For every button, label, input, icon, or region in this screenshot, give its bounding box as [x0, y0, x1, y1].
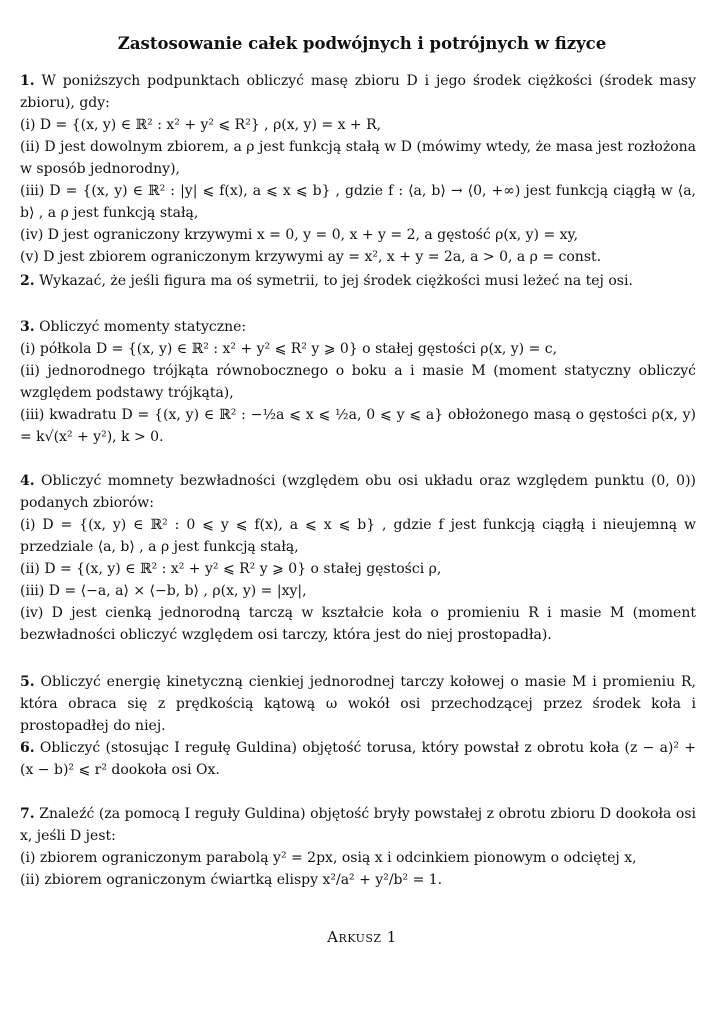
problem-text: Wykazać, że jeśli figura ma oś symetrii, to jej środek ciężkości musi leżeć na tej osi.	[39, 273, 633, 289]
problem-7-intro	[20, 803, 696, 847]
problem-text: Obliczyć momnety bezwładności (względem obu osi układu oraz względem punktu (0, 0)) podanych zbiorów:	[20, 473, 696, 511]
problem-4-item-ii: (ii) D = {(x, y) ∈ ℝ² : x² + y² ⩽ R² y ⩾ 0} o stałej gęstości ρ,	[20, 561, 442, 577]
problem-number: 6.	[20, 740, 35, 756]
problem-3	[20, 316, 696, 448]
problem-text: Znaleźć (za pomocą I reguły Guldina) objętość bryły powstałej z obrotu zbioru D dookoła osi x, jeśli D jest:	[20, 806, 697, 844]
problem-1-item-iv: (iv) D jest ograniczony krzywymi x = 0, y = 0, x + y = 2, a gęstość ρ(x, y) = xy,	[20, 227, 579, 243]
problem-7-item-i: (i) zbiorem ograniczonym parabolą y² = 2px, osią x i odcinkiem pionowym o odciętej x,	[20, 850, 637, 866]
sheet-footer: Arkusz 1	[327, 928, 397, 946]
problem-3-item-iii: (iii) kwadratu D = {(x, y) ∈ ℝ² : −½a ⩽ x ⩽ ½a, 0 ⩽ y ⩽ a} obłożonego masą o gęstości ρ(x, y) = k√(x² + y²), k > 0.	[20, 407, 696, 445]
problem-number: 5.	[20, 674, 35, 690]
problem-number: 7.	[20, 806, 35, 822]
problem-4	[20, 470, 696, 646]
problem-4-intro	[20, 470, 696, 514]
problem-number: 4.	[20, 473, 35, 489]
problem-6	[20, 737, 696, 781]
problem-3-item-i: (i) półkola D = {(x, y) ∈ ℝ² : x² + y² ⩽ R² y ⩾ 0} o stałej gęstości ρ(x, y) = c,	[20, 341, 558, 357]
problem-7-item-ii: (ii) zbiorem ograniczonym ćwiartką elispy x²/a² + y²/b² = 1.	[20, 872, 443, 888]
problem-6-text	[20, 737, 696, 781]
problem-2	[20, 270, 696, 292]
problem-4-item-i: (i) D = {(x, y) ∈ ℝ² : 0 ⩽ y ⩽ f(x), a ⩽ x ⩽ b} , gdzie f jest funkcją ciągłą i nieujemną w przedziale ⟨a, b⟩ , a ρ jest funkcją stałą,	[20, 517, 696, 555]
problem-1	[20, 70, 696, 268]
problem-4-item-iv: (iv) D jest cienką jednorodną tarczą w kształcie koła o promieniu R i masie M (moment bezwładności obliczyć względem osi tarczy, która jest do niej prostopadła).	[20, 605, 696, 643]
problem-1-item-iii: (iii) D = {(x, y) ∈ ℝ² : |y| ⩽ f(x), a ⩽ x ⩽ b} , gdzie f : ⟨a, b⟩ → ⟨0, +∞) jest funkcją ciągłą w ⟨a, b⟩ , a ρ jest funkcją stałą,	[20, 183, 696, 221]
problem-5	[20, 671, 696, 737]
problem-7	[20, 803, 696, 891]
problem-1-item-v: (v) D jest zbiorem ograniczonym krzywymi ay = x², x + y = 2a, a > 0, a ρ = const.	[20, 249, 602, 265]
problem-5-text	[20, 671, 696, 737]
problem-number: 3.	[20, 319, 35, 335]
problem-text: W poniższych podpunktach obliczyć masę zbioru D i jego środek ciężkości (środek masy zbioru), gdy:	[20, 73, 697, 111]
problem-number: 1.	[20, 73, 35, 89]
page-title: Zastosowanie całek podwójnych i potrójnych w fizyce	[117, 34, 607, 53]
problem-1-item-i: (i) D = {(x, y) ∈ ℝ² : x² + y² ⩽ R²} , ρ(x, y) = x + R,	[20, 117, 382, 133]
problem-4-item-iii: (iii) D = ⟨−a, a⟩ × ⟨−b, b⟩ , ρ(x, y) = |xy|,	[20, 583, 307, 599]
problem-3-intro	[20, 316, 696, 338]
problem-text: Obliczyć momenty statyczne:	[39, 319, 247, 335]
problem-text: Obliczyć energię kinetyczną cienkiej jednorodnej tarczy kołowej o masie M i promieniu R, która obraca się z prędkością kątową ω wokół osi przechodzącej przez środek koła i prostopadłej do niej.	[20, 674, 696, 734]
problem-1-item-ii: (ii) D jest dowolnym zbiorem, a ρ jest funkcją stałą w D (mówimy wtedy, że masa jest rozłożona w sposób jednorodny),	[20, 139, 696, 177]
problem-2-text	[20, 270, 696, 292]
problem-text: Obliczyć (stosując I regułę Guldina) objętość torusa, który powstał z obrotu koła (z − a)² + (x − b)² ⩽ r² dookoła osi Ox.	[20, 740, 696, 778]
problem-3-item-ii: (ii) jednorodnego trójkąta równobocznego o boku a i masie M (moment statyczny obliczyć względem podstawy trójkąta),	[20, 363, 696, 401]
problem-1-intro	[20, 70, 696, 114]
problem-number: 2.	[20, 273, 35, 289]
